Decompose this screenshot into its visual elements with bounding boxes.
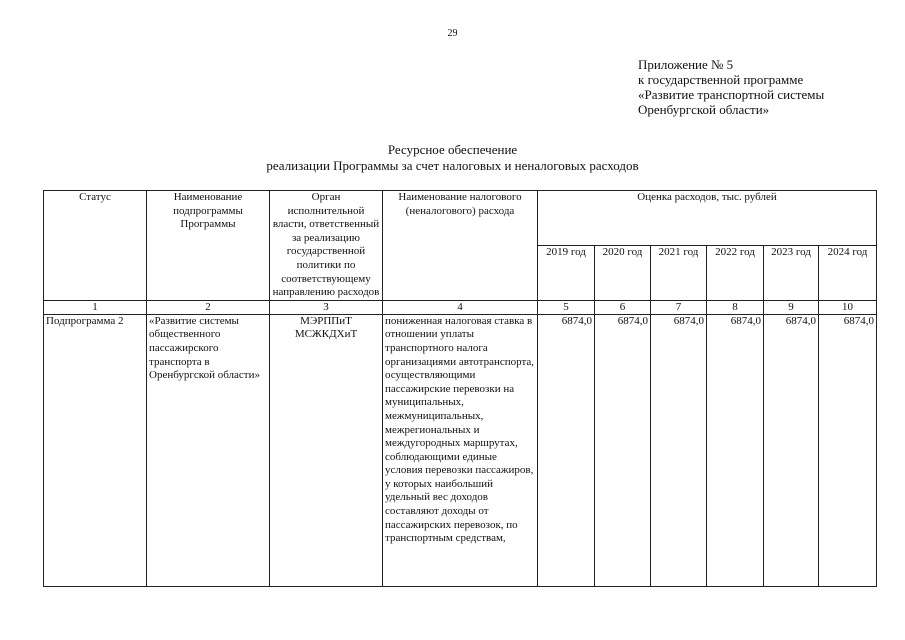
column-number: 2 [147, 300, 270, 314]
cell-value: 6874,0 [764, 314, 819, 586]
column-number: 7 [651, 300, 707, 314]
header-year: 2023 год [764, 245, 819, 300]
resource-table [43, 190, 877, 587]
cell-status: Подпрограмма 2 [44, 314, 147, 586]
column-number: 4 [383, 300, 538, 314]
table-row [44, 314, 877, 586]
column-number: 9 [764, 300, 819, 314]
cell-authority [270, 314, 383, 586]
column-number: 8 [707, 300, 764, 314]
header-year: 2024 год [819, 245, 877, 300]
cell-subprogram: «Развитие системы общественного пассажирского транспорта в Оренбургской области» [147, 314, 270, 586]
appendix-note [638, 57, 824, 117]
header-year: 2020 год [595, 245, 651, 300]
column-number-row [44, 300, 877, 314]
authority-name: МСЖКДХиТ [294, 328, 358, 341]
cell-value: 6874,0 [707, 314, 764, 586]
title-line-2: реализации Программы за счет налоговых и неналоговых расходов [266, 158, 639, 173]
title-line-1: Ресурсное обеспечение [387, 142, 518, 157]
appendix-line: к государственной программе [638, 72, 804, 87]
cell-value: 6874,0 [595, 314, 651, 586]
header-year: 2019 год [538, 245, 595, 300]
cell-value: 6874,0 [651, 314, 707, 586]
header-expense-name: Наименование налогового (неналогового) расхода [383, 191, 538, 301]
column-number: 6 [595, 300, 651, 314]
header-estimate: Оценка расходов, тыс. рублей [538, 191, 877, 246]
authority-name: МЭРППиТ [300, 314, 352, 327]
column-number: 5 [538, 300, 595, 314]
appendix-line: Приложение № 5 [638, 57, 734, 72]
column-number: 10 [819, 300, 877, 314]
column-number: 1 [44, 300, 147, 314]
cell-value: 6874,0 [819, 314, 877, 586]
header-authority: Орган исполнительной власти, ответственный за реализацию государственной политики по соответствующему направлению расходов [270, 191, 383, 301]
header-status: Статус [44, 191, 147, 301]
page-number: 29 [447, 28, 458, 39]
column-number: 3 [270, 300, 383, 314]
document-title [0, 142, 905, 174]
appendix-line: «Развитие транспортной системы [638, 87, 825, 102]
cell-value: 6874,0 [538, 314, 595, 586]
header-year: 2021 год [651, 245, 707, 300]
appendix-line: Оренбургской области» [638, 102, 770, 117]
cell-expense-name: пониженная налоговая ставка в отношении уплаты транспортного налога организациями автотранспорта, осуществляющими пассажирские перевозки на муниципальных, межмуниципальных, межрегиональных и междугородных маршрутах, соблюдающими единые условия перевозки пассажиров, у которых наибольший удельный вес доходов составляют доходы от пассажирских перевозок, по транспортным средствам, [383, 314, 538, 586]
header-subprogram: Наименование подпрограммы Программы [147, 191, 270, 301]
header-year: 2022 год [707, 245, 764, 300]
